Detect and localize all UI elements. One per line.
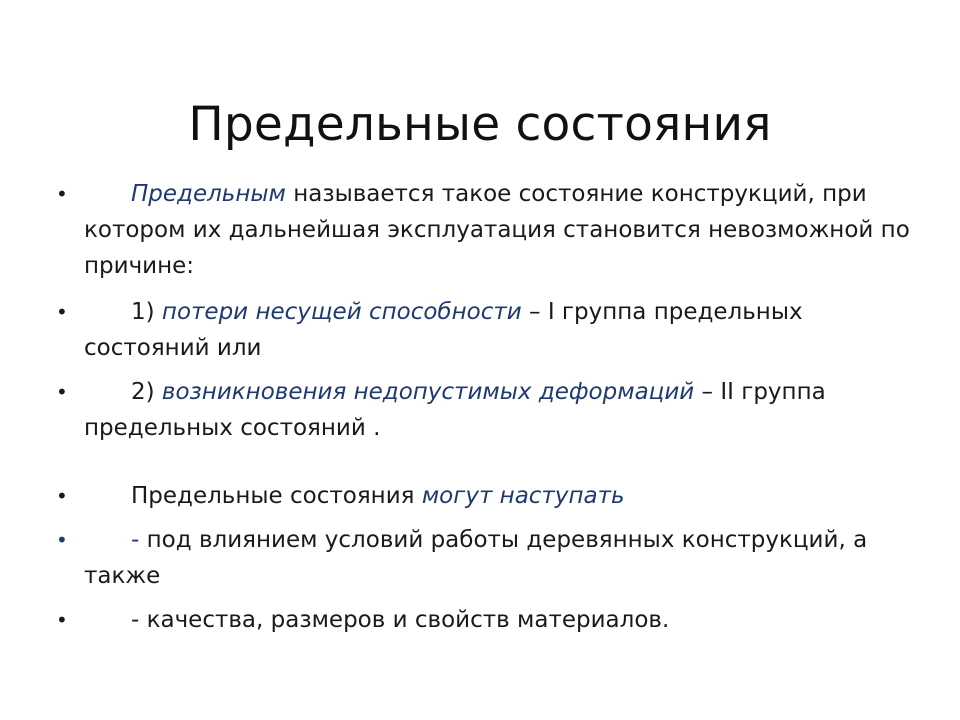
bullet-dot-icon: • <box>56 300 68 324</box>
bullet-item-may-occur <box>56 478 914 514</box>
bullet-item-working-conditions <box>56 522 914 594</box>
group-2-cause: возникновения недопустимых деформаций <box>161 379 695 405</box>
bullet-dot-icon: • <box>56 484 68 508</box>
may-occur-emphasis: могут наступать <box>421 483 625 509</box>
bullet-item-group-1 <box>56 294 914 366</box>
slide-title: Предельные состояния <box>188 97 772 153</box>
materials-text: - качества, размеров и свойств материалов. <box>131 607 670 633</box>
group-1-number: 1) <box>131 299 162 325</box>
dash-marker: - <box>131 527 147 553</box>
bullet-dot-icon: • <box>56 182 68 206</box>
bullet-item-definition <box>56 176 914 284</box>
group-1-text: – I группа предельных состояний или <box>84 299 803 361</box>
definition-text: называется такое состояние конструкций, при котором их дальнейшая эксплуатация становится невозможной по причине: <box>84 181 910 279</box>
bullet-dot-icon: • <box>56 608 68 632</box>
term-limit-state: Предельным <box>131 181 286 207</box>
working-conditions-text: под влиянием условий работы деревянных конструкций, а также <box>84 527 868 589</box>
group-2-number: 2) <box>131 379 162 405</box>
group-2-text: – II группа предельных состояний . <box>84 379 826 441</box>
bullet-dot-icon: • <box>56 528 68 552</box>
group-1-cause: потери несущей способности <box>161 299 522 325</box>
bullet-item-materials <box>56 602 914 638</box>
bullet-item-group-2 <box>56 374 914 446</box>
may-occur-text: Предельные состояния <box>131 483 422 509</box>
bullet-dot-icon: • <box>56 380 68 404</box>
